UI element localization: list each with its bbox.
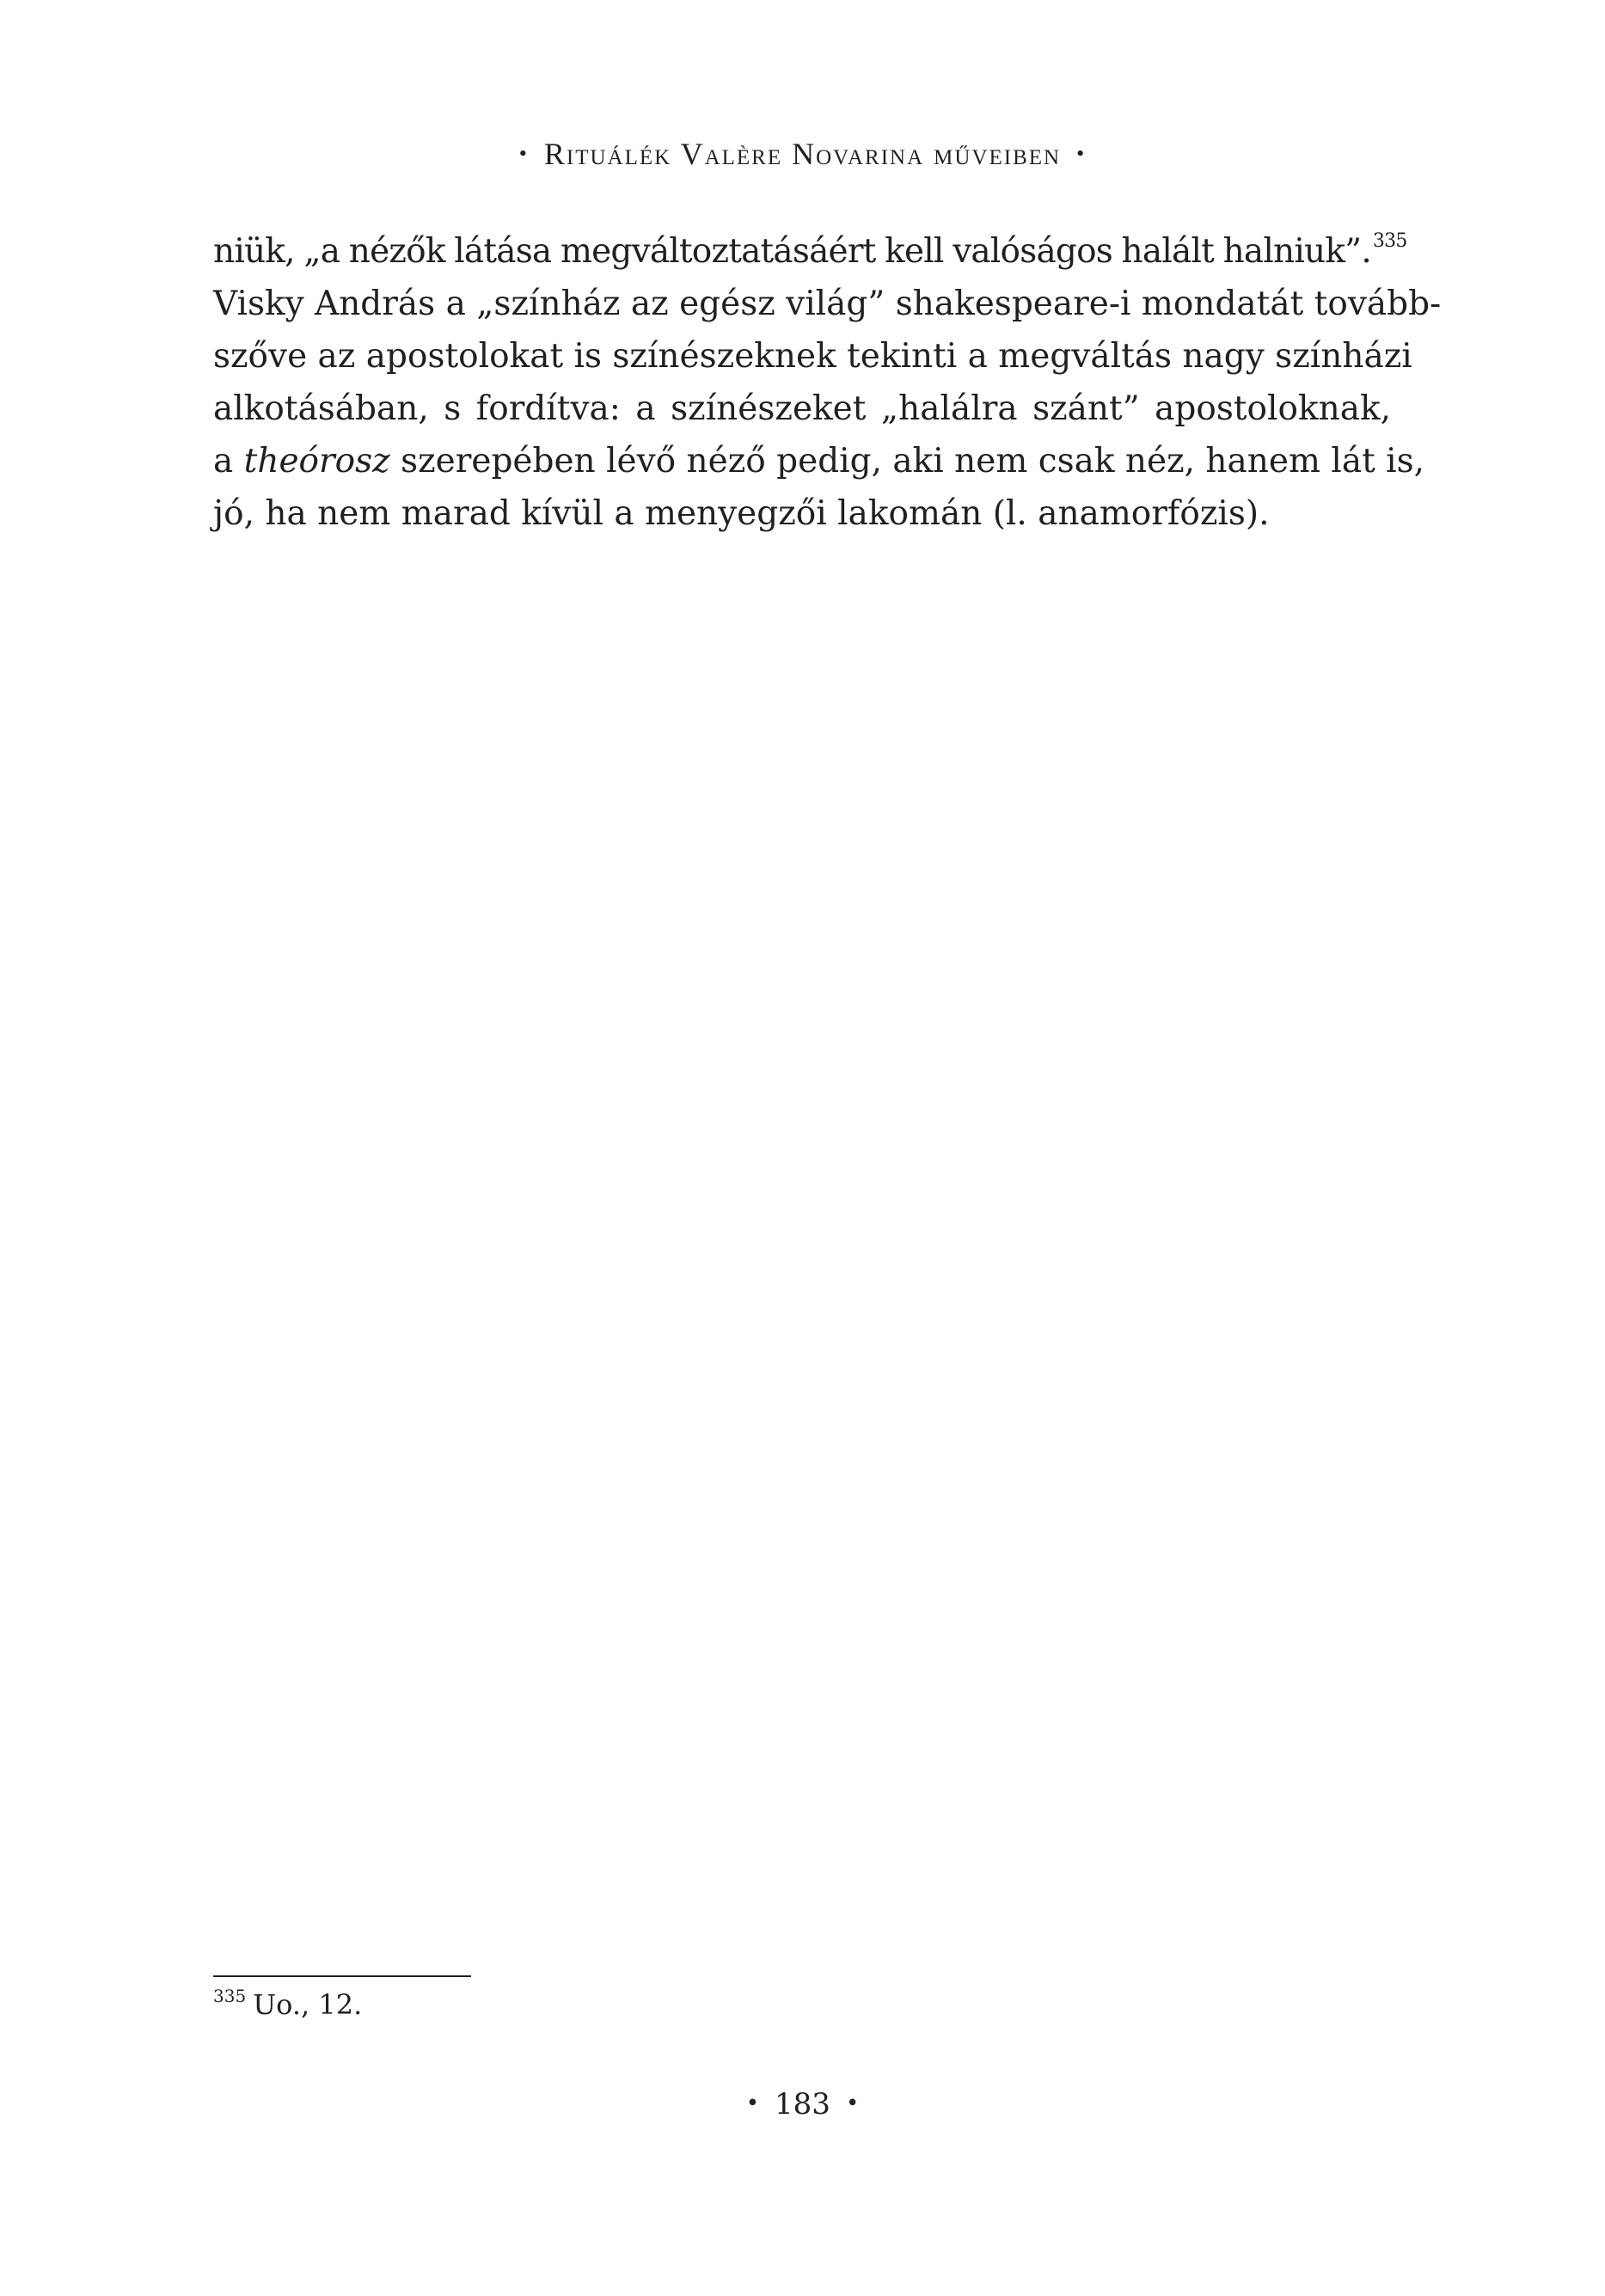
footnote-number: 335 [213,1986,247,2006]
footnote-divider [213,1975,471,1977]
body-line-6: jó, ha nem marad kívül a menyegzői lakomán (l. anamorfózis). [213,494,1270,533]
footnote-reference[interactable]: 335 [1372,230,1407,252]
running-header [0,136,1605,172]
page-number-footer [0,2087,1605,2122]
footnote-text: Uo., 12. [253,1988,363,2021]
body-line-4: alkotásában, s fordítva: a színészeket „halálra szánt” apostoloknak, [213,389,1391,428]
body-line-3: szőve az apostolokat is színészeknek tekinti a megváltás nagy színházi [213,337,1412,376]
italic-term: theórosz [243,442,390,481]
page-ornament-left: • [745,2091,760,2116]
footnote-335 [213,1984,362,2025]
body-paragraph [213,225,1442,540]
body-line-5: a theórosz szerepében lévő néző pedig, aki nem csak néz, hanem lát is, [213,442,1425,481]
page-number: 183 [775,2087,830,2122]
header-ornament-left: • [518,141,529,166]
body-line-1: niük, „a nézők látása megváltoztatásáért kell valóságos halált halniuk”.$^{335}$ [213,230,1407,271]
header-ornament-right: • [1076,141,1087,166]
body-line-2: Visky András a „színház az egész világ” shakespeare-i mondatát tovább- [213,285,1442,323]
header-title: Rituálék Valère Novarina műveiben [543,137,1062,171]
page-ornament-right: • [845,2091,860,2116]
